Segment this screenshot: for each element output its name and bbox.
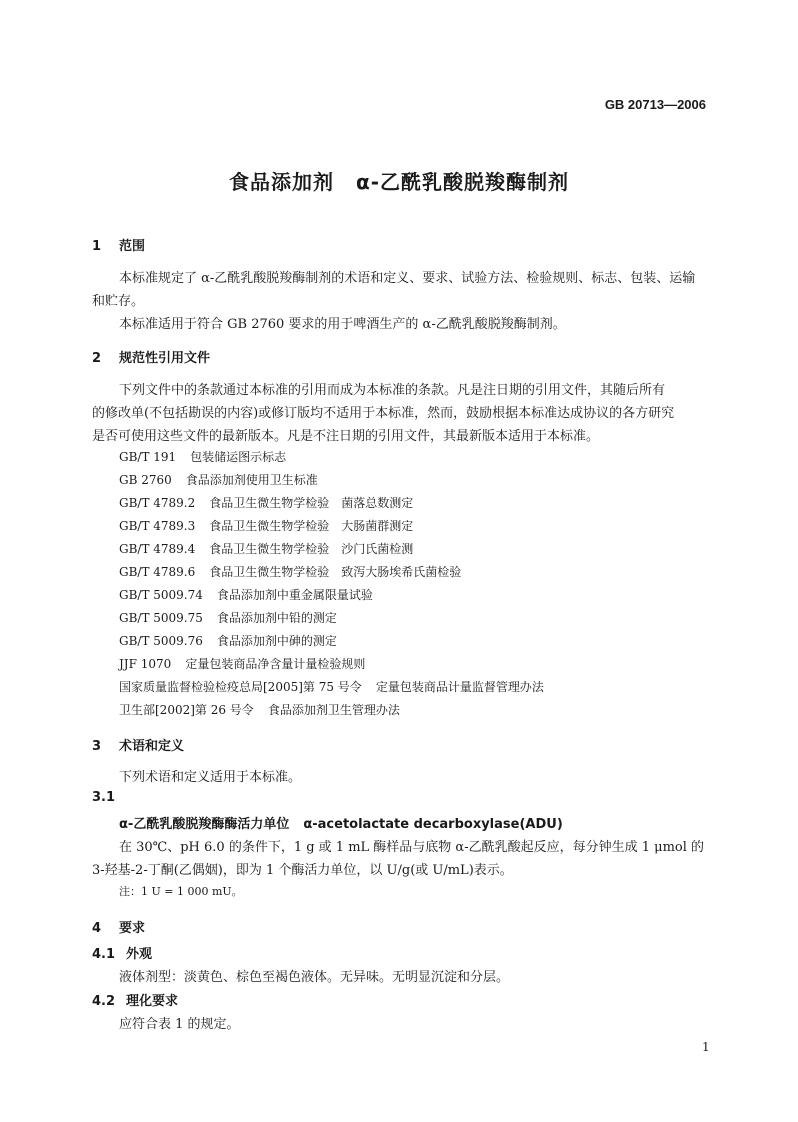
clause-4-1-text: 液体剂型：淡黄色、棕色至褐色液体。无异味。无明显沉淀和分层。: [119, 970, 510, 985]
standard-number: GB 20713—2006: [604, 97, 706, 112]
reference-item: GB/T 191 包装储运图示标志: [119, 450, 287, 464]
clause-3-1-term: [119, 813, 563, 832]
reference-item: 卫生部[2002]第 26 号令 食品添加剂卫生管理办法: [119, 703, 400, 717]
reference-item: GB/T 4789.6 食品卫生微生物学检验 致泻大肠埃希氏菌检验: [119, 565, 462, 579]
document-title: [0, 166, 798, 195]
section-title: 范围: [119, 239, 146, 254]
s1-paragraph-1-line-1: 本标准规定了 α-乙酰乳酸脱羧酶制剂的术语和定义、要求、试验方法、检验规则、标志、包装、运输: [119, 271, 696, 286]
clause-4-2-text: 应符合表 1 的规定。: [119, 1017, 240, 1032]
s2-paragraph-line-2: 的修改单(不包括勘误的内容)或修订版均不适用于本标准，然而，鼓励根据本标准达成协议的各方研究: [92, 406, 675, 421]
title-part1: 食品添加剂: [228, 170, 334, 194]
reference-item: GB/T 5009.75 食品添加剂中铅的测定: [119, 611, 337, 625]
clause-3-1-number: 3.1: [92, 790, 116, 805]
section-number: 4: [92, 921, 102, 936]
section-4-heading: [92, 917, 145, 936]
title-part2: α-乙酰乳酸脱羧酶制剂: [355, 170, 570, 194]
clause-number: 4.1: [92, 947, 116, 962]
reference-item: GB/T 5009.76 食品添加剂中砷的测定: [119, 634, 337, 648]
clause-3-1-note: 注：1 U = 1 000 mU。: [119, 885, 243, 898]
section-number: 1: [92, 239, 102, 254]
section-title: 要求: [119, 921, 146, 936]
s1-paragraph-2: 本标准适用于符合 GB 2760 要求的用于啤酒生产的 α-乙酰乳酸脱羧酶制剂。: [119, 317, 566, 332]
term-zh: α-乙酰乳酸脱羧酶酶活力单位: [119, 817, 290, 832]
reference-item: GB/T 4789.4 食品卫生微生物学检验 沙门氏菌检测: [119, 542, 414, 556]
section-3-heading: [92, 735, 184, 754]
section-title: 规范性引用文件: [119, 351, 211, 366]
page-number: 1: [702, 1040, 710, 1054]
reference-item: GB/T 4789.3 食品卫生微生物学检验 大肠菌群测定: [119, 519, 414, 533]
reference-item: JJF 1070 定量包装商品净含量计量检验规则: [119, 657, 366, 671]
term-en: α-acetolactate decarboxylase(ADU): [303, 817, 563, 832]
s2-paragraph-line-3: 是否可使用这些文件的最新版本。凡是不注日期的引用文件，其最新版本适用于本标准。: [92, 429, 600, 444]
section-title: 术语和定义: [119, 739, 185, 754]
clause-title: 理化要求: [126, 994, 179, 1009]
clause-4-2-heading: [92, 990, 178, 1009]
clause-3-1-definition-line-1: 在 30℃、pH 6.0 的条件下，1 g 或 1 mL 酶样品与底物 α-乙酰乳酸起反应，每分钟生成 1 μmol 的: [119, 840, 705, 855]
section-number: 3: [92, 739, 102, 754]
clause-number: 4.2: [92, 994, 116, 1009]
reference-item: 国家质量监督检验检疫总局[2005]第 75 号令 定量包装商品计量监督管理办法: [119, 680, 544, 694]
reference-item: GB/T 5009.74 食品添加剂中重金属限量试验: [119, 588, 373, 602]
s3-paragraph: 下列术语和定义适用于本标准。: [119, 770, 302, 785]
s1-paragraph-1-line-2: 和贮存。: [92, 294, 145, 309]
clause-4-1-heading: [92, 943, 152, 962]
section-1-heading: [92, 235, 145, 254]
clause-title: 外观: [126, 947, 153, 962]
reference-item: GB/T 4789.2 食品卫生微生物学检验 菌落总数测定: [119, 496, 414, 510]
s2-paragraph-line-1: 下列文件中的条款通过本标准的引用而成为本标准的条款。凡是注日期的引用文件，其随后所有: [119, 383, 666, 398]
clause-3-1-definition-line-2: 3-羟基-2-丁酮(乙偶姻)，即为 1 个酶活力单位，以 U/g(或 U/mL)表示。: [92, 863, 513, 878]
reference-item: GB 2760 食品添加剂使用卫生标准: [119, 473, 318, 487]
section-2-heading: [92, 347, 210, 366]
section-number: 2: [92, 351, 102, 366]
